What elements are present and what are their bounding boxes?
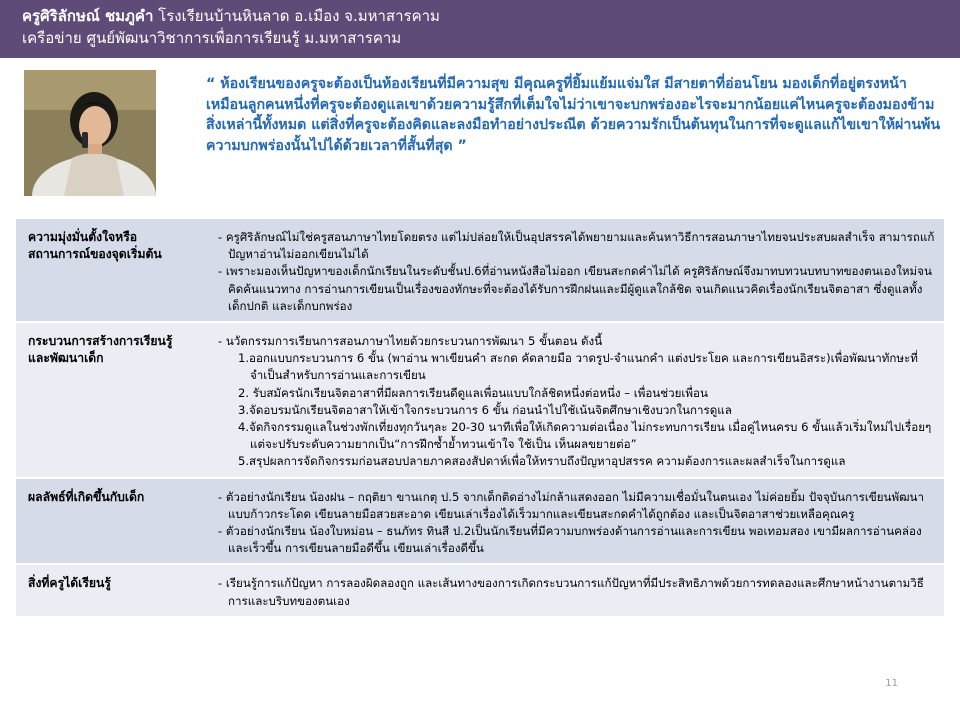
list-item: - ตัวอย่างนักเรียน น้องใบหม่อน – ธนภัทร ทินสี ป.2เป็นนักเรียนที่มีความบกพร่องด้านการอ่านและการเขียน พอเทอมสอง เขามีผลการอ่านคล่องและเร็วขึ้น การเขียนลายมือดีขึ้น เขียนเล่าเรื่องดีขึ้น [218, 524, 922, 556]
step-item: 4.จัดกิจกรรมดูแลในช่วงพักเที่ยงทุกวันๆละ 20-30 นาทีเพื่อให้เกิดความต่อเนื่อง ไม่กระทบการเรียน เมื่อคู่ไหนครบ 6 ขั้นแล้วเริ่มใหม่ไปเรื่อยๆ แต่จะปรับระดับความยากเป็น“การฝึกซ้ำย้ำทวนเข้าใจ ใช้เป็น เห็นผลขยายต่อ” [238, 420, 932, 452]
profile-table [16, 217, 944, 616]
table-row [16, 218, 944, 322]
row-content [198, 478, 944, 565]
list-item: - ตัวอย่างนักเรียน น้องฝน – กฤติยา ขานเกตุ ป.5 จากเด็กติดอ่างไม่กล้าแสดงออก ไม่มีความเชื่อมั่นในตนเอง ไม่ค่อยยิ้ม ปัจจุบันการเขียนพัฒนาแบบก้าวกระโดด เขียนลายมือสวยสะอาด เขียนเล่าเรื่องได้เร็วมากและเขียนสะกดคำได้ถูกต้อง และเป็นจิตอาสาช่วยเหลือคุณครู [218, 489, 924, 521]
row-content [198, 218, 944, 322]
table-row [16, 564, 944, 615]
row-label: ความมุ่งมั่นตั้งใจหรือสถานการณ์ของจุดเริ่มต้น [16, 218, 198, 322]
teacher-quote: “ ห้องเรียนของครูจะต้องเป็นห้องเรียนที่มีความสุข มีคุณครูที่ยิ้มแย้มแจ่มใส มีสายตาที่อ่อนโยน มองเด็กที่อยู่ตรงหน้าเหมือนลูกคนหนึ่งที่ครูจะต้องดูแลเขาด้วยความรู้สึกที่เต็มใจไม่ว่าเขาจะบกพร่องอะไรจะมากน้อยแค่ไหนครูจะต้องมองข้ามสิ่งเหล่านี้ทั้งหมด แต่สิ่งที่ครูจะต้องคิดและลงมือทำอย่างประณีต ด้วยความรักเป็นต้นทุนในการที่จะดูแลแก้ไขเขาให้ผ่านพ้นความบกพร่องนั้นไปได้ด้วยเวลาที่สั้นที่สุด ” [206, 76, 941, 154]
row-label: ผลลัพธ์ที่เกิดขึ้นกับเด็ก [16, 478, 198, 565]
row-label: กระบวนการสร้างการเรียนรู้และพัฒนาเด็ก [16, 322, 198, 478]
step-item: 2. รับสมัครนักเรียนจิตอาสาที่มีผลการเรียนดีดูแลเพื่อนแบบใกล้ชิดหนึ่งต่อหนึ่ง – เพื่อนช่วยเพื่อน [238, 385, 708, 400]
step-item: 1.ออกแบบกระบวนการ 6 ขั้น (พาอ่าน พาเขียนคำ สะกด คัดลายมือ วาดรูป-จำแนกคำ แต่งประโยค และการเขียนอิสระ)เพื่อพัฒนาทักษะที่จำเป็นสำหรับการอ่านและการเขียน [238, 351, 918, 383]
list-item: - เรียนรู้การแก้ปัญหา การลองผิดลองถูก และเส้นทางของการเกิดกระบวนการแก้ปัญหาที่มีประสิทธิภาพด้วยการทดลองและศึกษาหน้างานตามวิธีการและบริบทของตนเอง [218, 576, 924, 608]
row-content [198, 322, 944, 478]
teacher-portrait-image [24, 70, 156, 196]
teacher-photo [24, 70, 156, 196]
step-item: 5.สรุปผลการจัดกิจกรรมก่อนสอบปลายภาคสองสัปดาห์เพื่อให้ทราบถึงปัญหาอุปสรรค ความต้องการและผลสำเร็จในการดูแล [238, 454, 846, 469]
row-label: สิ่งที่ครูได้เรียนรู้ [16, 564, 198, 615]
list-item: - ครูศิริลักษณ์ไม่ใช่ครูสอนภาษาไทยโดยตรง แต่ไม่ปล่อยให้เป็นอุปสรรคได้พยายามและค้นหาวิธีการสอนภาษาไทยจนประสบผลสำเร็จ สามารถแก้ปัญหาอ่านไม่ออกเขียนไม่ได้ [218, 230, 935, 262]
list-item: - เพราะมองเห็นปัญหาของเด็กนักเรียนในระดับชั้นป.6ที่อ่านหนังสือไม่ออก เขียนสะกดคำไม่ได้ ครูศิริลักษณ์จึงมาทบทวนบทบาทของตนเองใหม่จนคิดค้นแนวทาง การอ่านการเขียนเป็นเรื่องของทักษะที่จะต้องได้รับการฝึกฝนและมีผู้ดูแลใกล้ชิด จนเกิดแนวคิดเรื่องนักเรียนจิตอาสา ซึ่งดูแลทั้งเด็กปกติ และเด็กบกพร่อง [218, 264, 932, 313]
row-content [198, 564, 944, 615]
slide-header [0, 0, 960, 58]
list-item: - นวัตกรรมการเรียนการสอนภาษาไทยด้วยกระบวนการพัฒนา 5 ขั้นตอน ดังนี้ [218, 334, 603, 349]
table-row [16, 322, 944, 478]
school-name: โรงเรียนบ้านหินลาด อ.เมือง จ.มหาสารคาม [153, 7, 440, 25]
page-number: 11 [885, 678, 898, 689]
step-item: 3.จัดอบรมนักเรียนจิตอาสาให้เข้าใจกระบวนการ 6 ขั้น ก่อนนำไปใช้เน้นจิตศึกษาเชิงบวกในการดูแล [238, 402, 732, 417]
network-name: เครือข่าย ศูนย์พัฒนาวิชาการเพื่อการเรียนรู้ ม.มหาสารคาม [22, 29, 402, 47]
teacher-name: ครูศิริลักษณ์ ชมภูคำ [22, 7, 154, 25]
table-row [16, 478, 944, 565]
